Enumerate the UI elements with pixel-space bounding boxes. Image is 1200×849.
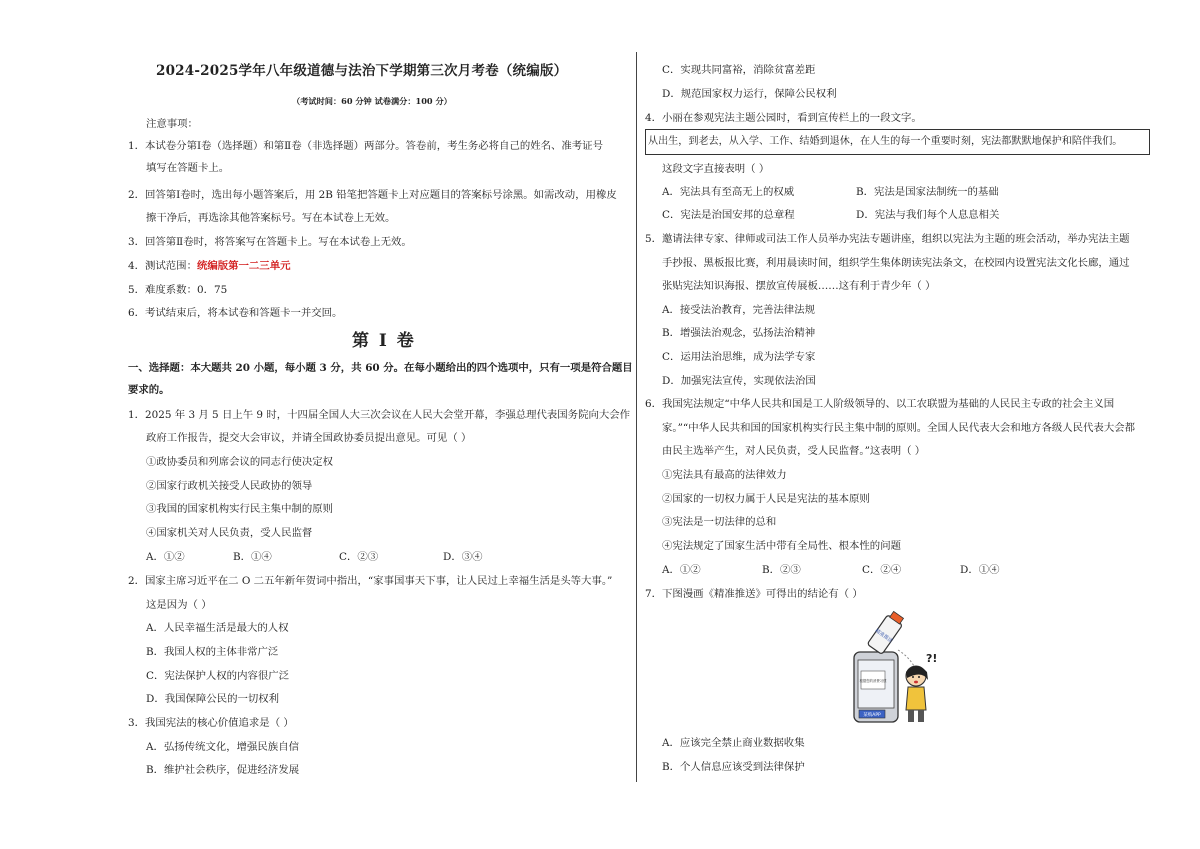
q4-option-d[interactable]: D．宪法与我们每个人息息相关: [856, 209, 1000, 221]
q1-statement: ②国家行政机关接受人民政协的领导: [146, 480, 313, 492]
q5-option-b[interactable]: B．增强法治观念，弘扬法治精神: [662, 327, 816, 339]
note-line: 1．本试卷分第Ⅰ卷（选择题）和第Ⅱ卷（非选择题）两部分。答卷前，考生务必将自己的姓名、准考证号: [128, 140, 603, 152]
app-label: 某购APP: [863, 713, 881, 718]
scope-label: 4．测试范围：: [128, 260, 197, 272]
q1-stem: 1．2025 年 3 月 5 日上午 9 时，十四届全国人大三次会议在人民大会堂开幕，李强总理代表国务院向大会作: [128, 409, 631, 421]
q6-statement: ④宪法规定了国家生活中带有全局性、根本性的问题: [662, 540, 901, 552]
q6-option-c[interactable]: C．②④: [862, 564, 902, 576]
q3-option-b[interactable]: B．维护社会秩序，促进经济发展: [146, 764, 300, 776]
spray-lines: [898, 650, 914, 666]
q2-stem: 这是因为（ ）: [146, 599, 212, 611]
note-end: 6．考试结束后，将本试卷和答题卡一并交回。: [128, 307, 343, 319]
note-line: 3．回答第Ⅱ卷时，将答案写在答题卡上。写在本试卷上无效。: [128, 236, 412, 248]
section-instruction: 要求的。: [128, 384, 170, 396]
q3-option-a[interactable]: A．弘扬传统文化，增强民族自信: [146, 741, 299, 753]
bottle-label: 精准推送: [873, 628, 894, 645]
q5-option-c[interactable]: C．运用法治思维，成为法学专家: [662, 351, 816, 363]
q1-option-d[interactable]: D．③④: [443, 551, 483, 563]
q5-option-a[interactable]: A．接受法治教育，完善法律法规: [662, 304, 815, 316]
q6-statement: ②国家的一切权力属于人民是宪法的基本原则: [662, 493, 870, 505]
q6-statement: ①宪法具有最高的法律效力: [662, 469, 787, 481]
q1-stem: 政府工作报告，提交大会审议，并请全国政协委员提出意见。可见（ ）: [146, 432, 472, 444]
section-instruction: 一、选择题：本大题共 20 小题，每小题 3 分，共 60 分。在每小题给出的四个选项中，只有一项是符合题目: [128, 362, 633, 374]
q5-stem: 5．邀请法律专家、律师或司法工作人员举办宪法专题讲座，组织以宪法为主题的班会活动，举办宪法主题: [645, 233, 1130, 245]
q2-option-a[interactable]: A．人民幸福生活是最大的人权: [146, 622, 289, 634]
q6-option-b[interactable]: B．②③: [762, 564, 801, 576]
q6-stem: 6．我国宪法规定“中华人民共和国是工人阶级领导的、以工农联盟为基础的人民民主专政的社会主义国: [645, 398, 1115, 410]
q7-option-b[interactable]: B．个人信息应该受到法律保护: [662, 761, 805, 773]
q4-option-c[interactable]: C．宪法是治国安邦的总章程: [662, 209, 795, 221]
surprise-mark: ?!: [926, 652, 938, 665]
screen-label: 根据您的消费习惯: [859, 679, 887, 683]
q6-option-d[interactable]: D．①④: [960, 564, 1000, 576]
q1-option-c[interactable]: C．②③: [339, 551, 379, 563]
girl-body: [906, 687, 926, 710]
q2-option-b[interactable]: B．我国人权的主体非常广泛: [146, 646, 279, 658]
q3-option-d[interactable]: D．规范国家权力运行，保障公民权利: [662, 88, 837, 100]
q1-statement: ④国家机关对人民负责，受人民监督: [146, 527, 313, 539]
exam-title: 2024-2025学年八年级道德与法治下学期第三次月考卷（统编版）: [156, 63, 568, 79]
q5-stem: 手抄报、黑板报比赛，利用晨读时间，组织学生集体朗读宪法条文，在校园内设置宪法文化长廊，通过: [662, 257, 1130, 269]
q5-option-d[interactable]: D．加强宪法宣传，实现依法治国: [662, 375, 816, 387]
q7-stem: 7．下图漫画《精准推送》可得出的结论有（ ）: [645, 588, 863, 600]
q2-stem: 2．国家主席习近平在二 O 二五年新年贺词中指出，“家事国事天下事，让人民过上幸福生活是头等大事。”: [128, 575, 613, 587]
q5-stem: 张贴宪法知识海报、摆放宣传展板……这有利于青少年（ ）: [662, 280, 936, 292]
q3-option-c[interactable]: C．实现共同富裕，消除贫富差距: [662, 64, 816, 76]
q4-option-a[interactable]: A．宪法具有至高无上的权威: [662, 186, 795, 198]
q1-statement: ③我国的国家机构实行民主集中制的原则: [146, 503, 334, 515]
q2-option-d[interactable]: D．我国保障公民的一切权利: [146, 693, 280, 705]
note-line: 擦干净后，再选涂其他答案标号。写在本试卷上无效。: [146, 212, 396, 224]
cartoon-precise-push: [836, 610, 936, 728]
q1-statement: ①政协委员和列席会议的同志行使决定权: [146, 456, 334, 468]
q1-option-a[interactable]: A．①②: [146, 551, 185, 563]
scope-value: 统编版第一二三单元: [196, 260, 291, 272]
column-divider: [636, 52, 637, 782]
q4-stem: 4．小丽在参观宪法主题公园时，看到宣传栏上的一段文字。: [645, 112, 922, 124]
q6-option-a[interactable]: A．①②: [662, 564, 701, 576]
note-line: 填写在答题卡上。: [146, 162, 230, 174]
q6-stem: 家。”“中华人民共和国的国家机构实行民主集中制的原则。全国人民代表大会和地方各级人民代表大会都: [662, 422, 1135, 434]
section-title: 第 I 卷: [352, 331, 416, 351]
bottle-icon: [866, 609, 906, 655]
note-difficulty: 5．难度系数：0．75: [128, 284, 228, 296]
q7-option-a[interactable]: A．应该完全禁止商业数据收集: [662, 737, 805, 749]
q4-quote-text: 从出生，到老去，从入学、工作、结婚到退休，在人生的每一个重要时刻，宪法都默默地保护和陪伴我们。: [648, 136, 1123, 147]
note-line: 2．回答第Ⅰ卷时，选出每小题答案后，用 2B 铅笔把答题卡上对应题目的答案标号涂黑。如需改动，用橡皮: [128, 189, 617, 201]
note-scope: [128, 259, 290, 273]
q6-stem: 由民主选举产生，对人民负责，受人民监督。”这表明（ ）: [662, 445, 926, 457]
q4-option-b[interactable]: B．宪法是国家法制统一的基础: [856, 186, 999, 198]
exam-subtitle: （考试时间：60 分钟 试卷满分：100 分）: [292, 96, 452, 106]
q3-stem: 3．我国宪法的核心价值追求是（ ）: [128, 717, 294, 729]
notes-heading: 注意事项：: [146, 118, 198, 130]
q4-stem: 这段文字直接表明（ ）: [662, 163, 770, 175]
q6-statement: ③宪法是一切法律的总和: [662, 516, 777, 528]
q2-option-c[interactable]: C．宪法保护人权的内容很广泛: [146, 670, 290, 682]
q1-option-b[interactable]: B．①④: [233, 551, 272, 563]
